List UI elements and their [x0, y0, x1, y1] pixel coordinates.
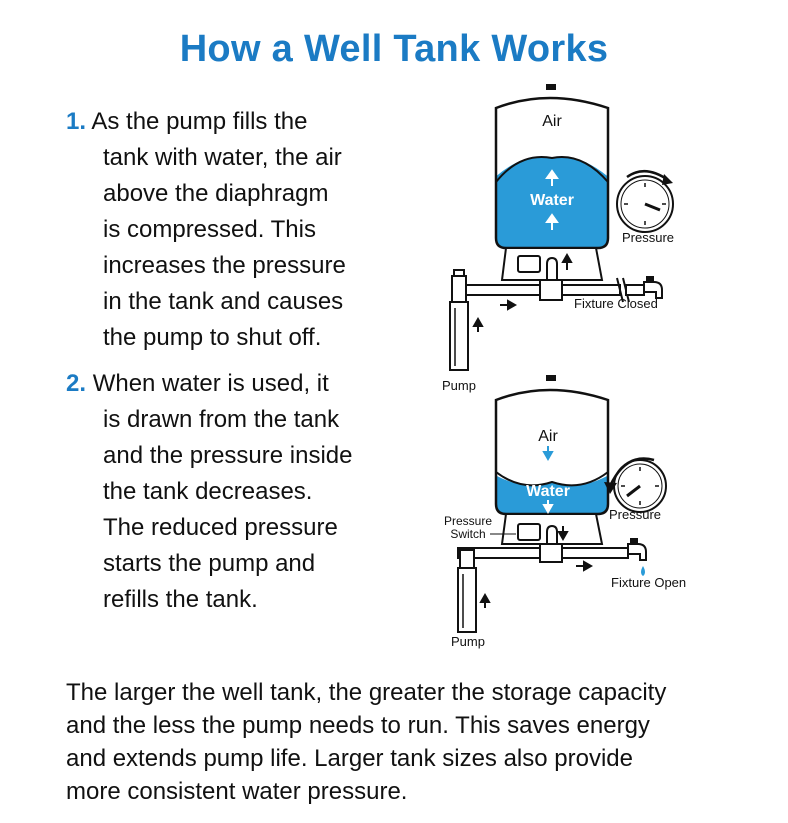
page-title: How a Well Tank Works: [179, 28, 609, 70]
step-text-line: As the pump fills the: [91, 108, 308, 135]
tank-cap: [546, 84, 556, 90]
fixture-open-label: Fixture Open: [611, 575, 687, 590]
step-1: [66, 104, 346, 356]
step-text-line: increases the pressure: [103, 252, 346, 279]
step-2: [66, 366, 353, 618]
diagram-fixture-closed: [430, 80, 690, 400]
well-pump: [458, 568, 476, 632]
water-label: Water: [530, 192, 574, 209]
step-text-line: When water is used, it: [92, 370, 329, 397]
pressure-label: Pressure: [621, 230, 675, 245]
step-text-line: The reduced pressure: [103, 514, 338, 541]
pump-label: Pump: [451, 634, 485, 649]
well-pump: [450, 302, 468, 370]
pressure-switch: [518, 524, 540, 540]
pump-label: Pump: [442, 378, 476, 393]
fixture-closed-label: Fixture Closed: [574, 296, 658, 311]
pipe: [452, 276, 466, 302]
step-text-line: the tank decreases.: [103, 478, 313, 505]
faucet-icon: [628, 544, 646, 560]
diagram-fixture-open: [430, 372, 700, 662]
air-label: Air: [542, 113, 562, 130]
pressure-switch-label: Pressure: [443, 514, 493, 528]
down-arrow-icon: [544, 446, 552, 459]
air-label: Air: [538, 428, 558, 445]
summary-line: and the less the pump needs to run. This saves energy: [66, 712, 650, 739]
right-arrow-icon: [576, 562, 591, 570]
pipe: [460, 550, 474, 568]
step-text-line: is drawn from the tank: [103, 406, 340, 433]
step-number: 2.: [66, 370, 87, 397]
pressure-label: Pressure: [608, 507, 662, 522]
pipe-cap: [454, 270, 464, 276]
pressure-switch: [518, 256, 540, 272]
step-text-line: starts the pump and: [103, 550, 316, 577]
step-text-line: the pump to shut off.: [103, 324, 322, 351]
gauge-arrowhead: [662, 174, 673, 185]
summary-line: The larger the well tank, the greater the storage capacity: [66, 679, 667, 706]
water-label: Water: [526, 483, 570, 500]
pipe-fitting: [540, 544, 562, 562]
step-text-line: above the diaphragm: [103, 180, 329, 207]
summary-paragraph: [66, 676, 726, 808]
pipe: [626, 285, 644, 295]
step-text-line: is compressed. This: [103, 216, 316, 243]
summary-line: more consistent water pressure.: [66, 778, 408, 805]
right-arrow-icon: [500, 301, 515, 309]
pressure-switch-label: Switch: [450, 527, 486, 541]
step-text-line: in the tank and causes: [103, 288, 344, 315]
step-text-line: refills the tank.: [103, 586, 258, 613]
faucet-handle: [630, 538, 638, 544]
step-number: 1.: [66, 108, 87, 135]
tank-cap: [546, 375, 556, 381]
step-text-line: and the pressure inside: [103, 442, 353, 469]
up-arrow-icon: [481, 595, 489, 608]
summary-line: and extends pump life. Larger tank sizes also provide: [66, 745, 633, 772]
pipe-fitting: [540, 280, 562, 300]
faucet-handle: [646, 276, 654, 282]
up-arrow-icon: [474, 319, 482, 332]
step-text-line: tank with water, the air: [103, 144, 342, 171]
